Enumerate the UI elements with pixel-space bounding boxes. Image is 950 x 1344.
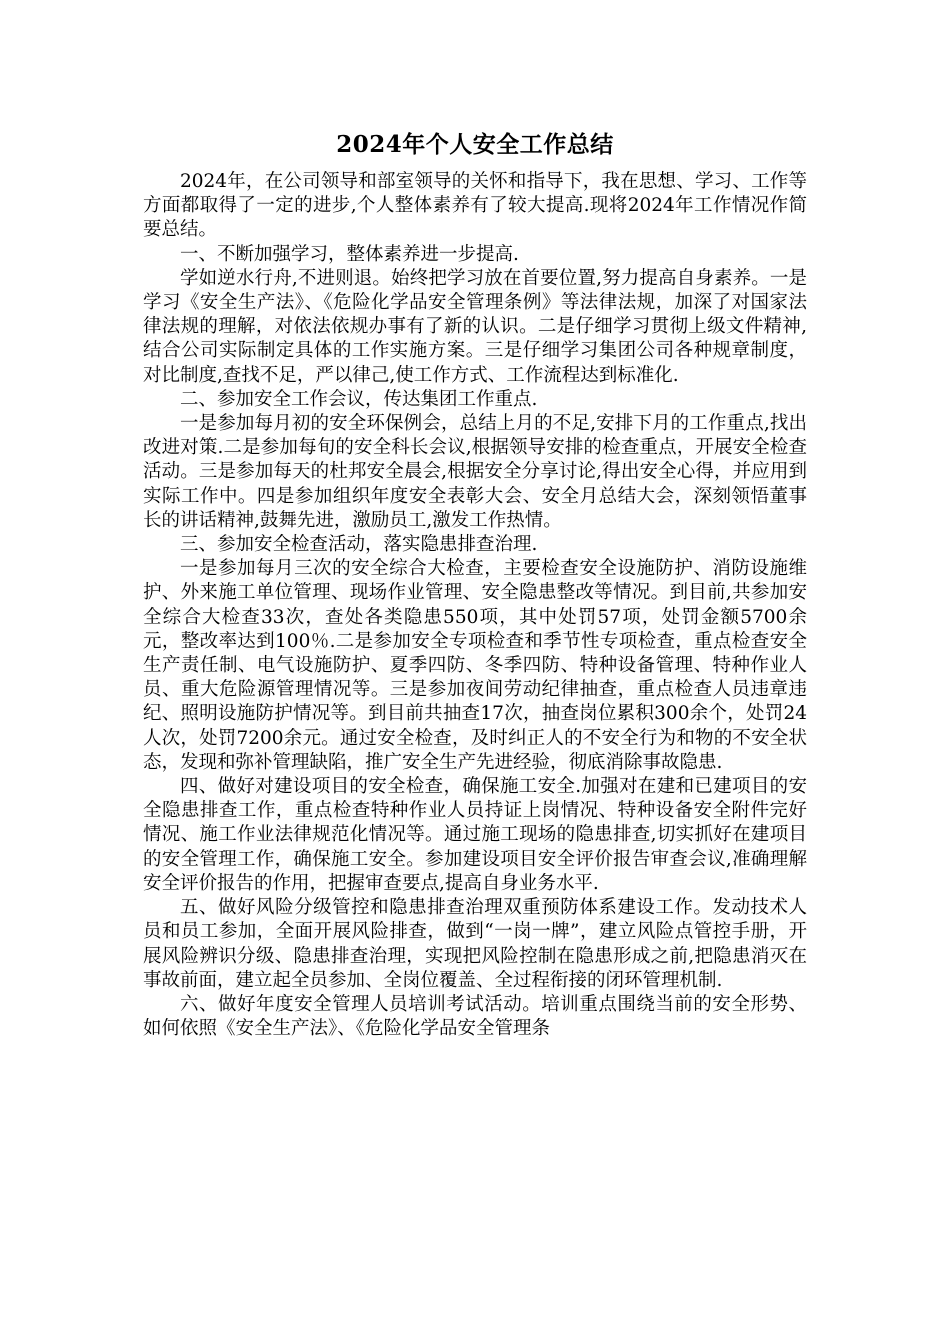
- document-title: 2024年个人安全工作总结: [336, 131, 614, 158]
- document-page: [143, 128, 807, 1041]
- paragraph-section-5: 五、做好风险分级管控和隐患排查治理双重预防体系建设工作。发动技术人员和员工参加，全面开展风险排查，做到“一岗一牌”，建立风险点管控手册，开展风险辨识分级、隐患排查治理，实现把风险控制在隐患形成之前,把隐患消灭在事故前面，建立起全员参加、全岗位覆盖、全过程衔接的闭环管理机制.: [143, 897, 807, 991]
- paragraph-intro: 2024年，在公司领导和部室领导的关怀和指导下，我在思想、学习、工作等方面都取得了一定的进步,个人整体素养有了较大提高.现将2024年工作情况作简要总结。: [143, 171, 807, 241]
- paragraph-section-4: 四、做好对建设项目的安全检查，确保施工安全.加强对在建和已建项目的安全隐患排查工作，重点检查特种作业人员持证上岗情况、特种设备安全附件完好情况、施工作业法律规范化情况等。通过施工现场的隐患排查,切实抓好在建项目的安全管理工作，确保施工安全。参加建设项目安全评价报告审查会议,准确理解安全评价报告的作用，把握审查要点,提高自身业务水平.: [143, 776, 807, 894]
- paragraph-section-2: 一是参加每月初的安全环保例会，总结上月的不足,安排下月的工作重点,找出改进对策.二是参加每旬的安全科长会议,根据领导安排的检查重点，开展安全检查活动。三是参加每天的杜邦安全晨会,根据安全分享讨论,得出安全心得，并应用到实际工作中。四是参加组织年度安全表彰大会、安全月总结大会，深刻领悟董事长的讲话精神,鼓舞先进，激励员工,激发工作热情。: [143, 413, 807, 531]
- paragraph-section-1: 学如逆水行舟,不进则退。始终把学习放在首要位置,努力提高自身素养。一是学习《安全生产法》、《危险化学品安全管理条例》等法律法规，加深了对国家法律法规的理解，对依法依规办事有了新的认识。二是仔细学习贯彻上级文件精神,结合公司实际制定具体的工作实施方案。三是仔细学习集团公司各种规章制度，对比制度,查找不足，严以律己,使工作方式、工作流程达到标准化.: [143, 267, 807, 386]
- paragraph-section-6: 六、做好年度安全管理人员培训考试活动。培训重点围绕当前的安全形势、如何依照《安全生产法》、《危险化学品安全管理条: [143, 993, 807, 1040]
- section-heading-3: 三、参加安全检查活动，落实隐患排查治理.: [180, 534, 538, 556]
- paragraph-section-3: 一是参加每月三次的安全综合大检查，主要检查安全设施防护、消防设施维护、外来施工单位管理、现场作业管理、安全隐患整改等情况。到目前,共参加安全综合大检查33次，查处各类隐患550项，其中处罚57项，处罚金额5700余元，整改率达到100％.二是参加安全专项检查和季节性专项检查，重点检查安全生产责任制、电气设施防护、夏季四防、冬季四防、特种设备管理、特种作业人员、重大危险源管理情况等。三是参加夜间劳动纪律抽查，重点检查人员违章违纪、照明设施防护情况等。到目前共抽查17次，抽查岗位累积300余个，处罚24人次，处罚7200余元。通过安全检查，及时纠正人的不安全行为和物的不安全状态，发现和弥补管理缺陷，推广安全生产先进经验，彻底消除事故隐患.: [143, 558, 807, 773]
- section-heading-2: 二、参加安全工作会议，传达集团工作重点.: [180, 388, 538, 410]
- section-heading-1: 一、不断加强学习，整体素养进一步提高.: [180, 243, 519, 265]
